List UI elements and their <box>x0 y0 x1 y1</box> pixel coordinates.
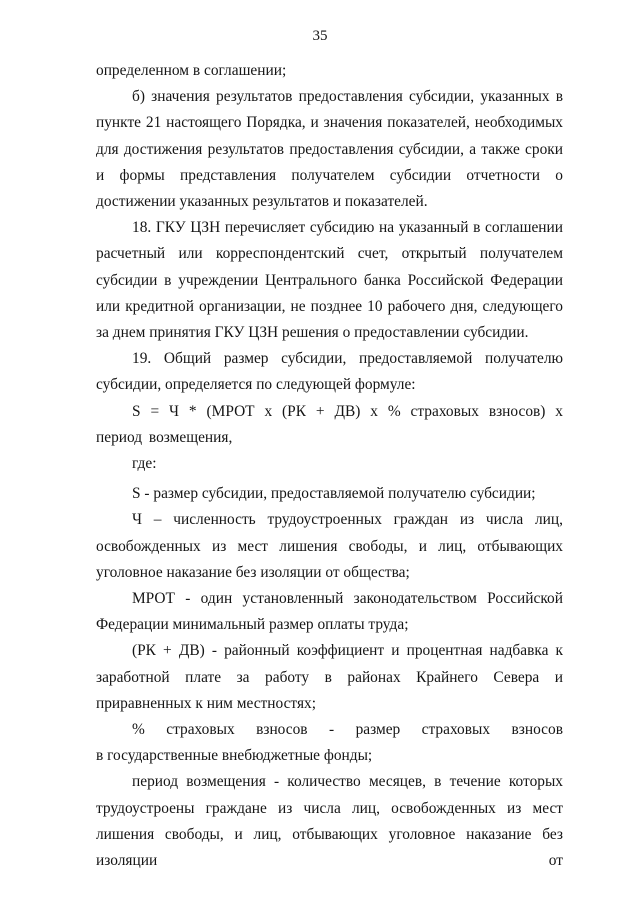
paragraph-18: 18. ГКУ ЦЗН перечисляет субсидию на указанный в соглашении расчетный или корреспондентский счет, открытый получателем субсидии в учреждении Центрального банка Российской Федерации или кредитной организации, не позднее 10 рабочего дня, следующего за днем принятия ГКУ ЦЗН решения о предоставлении субсидии. <box>96 219 563 342</box>
document-body <box>96 58 563 874</box>
definition-insurance-first-line <box>96 717 563 743</box>
definition-insurance-percent <box>96 717 563 769</box>
where-label: где: <box>132 455 157 473</box>
definition-period: период возмещения - количество месяцев, в течение которых трудоустроены граждане из числа лиц, освобожденных из мест лишения свободы, и лиц, отбывающих уголовное наказание без изоляции от <box>96 773 563 870</box>
word: страховых <box>421 721 491 739</box>
subsidy-formula: S = Ч * (МРОТ х (РК + ДВ) х % страховых взносов) х период возмещения, <box>96 402 563 446</box>
word: - <box>329 721 335 739</box>
word: взносов <box>511 721 563 739</box>
definition-ch: Ч – численность трудоустроенных граждан из числа лиц, освобожденных из мест лишения свободы, и лиц, отбывающих уголовное наказание без изоляции от общества; <box>96 511 563 581</box>
word: % <box>132 721 145 739</box>
word: размер <box>355 721 401 739</box>
paragraph-19: 19. Общий размер субсидии, предоставляемой получателю субсидии, определяется по следующей формуле: <box>96 350 563 394</box>
paragraph-item-b: б) значения результатов предоставления субсидии, указанных в пункте 21 настоящего Порядка, и значения показателей, необходимых для достижения результатов предоставления субсидии, а также сроки и формы представления получателем субсидии отчетности о достижении указанных результатов и показателей. <box>96 88 563 211</box>
definition-rk-dv: (РК + ДВ) - районный коэффициент и процентная надбавка к заработной плате за работу в районах Крайнего Севера и приравненных к ним местностях; <box>96 642 563 712</box>
definition-insurance-rest: в государственные внебюджетные фонды; <box>96 747 373 765</box>
word: страховых <box>166 721 235 739</box>
definition-mrot: МРОТ - один установленный законодательством Российской Федерации минимальный размер оплаты труда; <box>96 590 563 634</box>
definition-s: S - размер субсидии, предоставляемой получателю субсидии; <box>132 485 536 503</box>
page-number: 35 <box>312 28 328 44</box>
word: взносов <box>256 721 308 739</box>
paragraph-continuation: определенном в соглашении; <box>96 62 287 79</box>
